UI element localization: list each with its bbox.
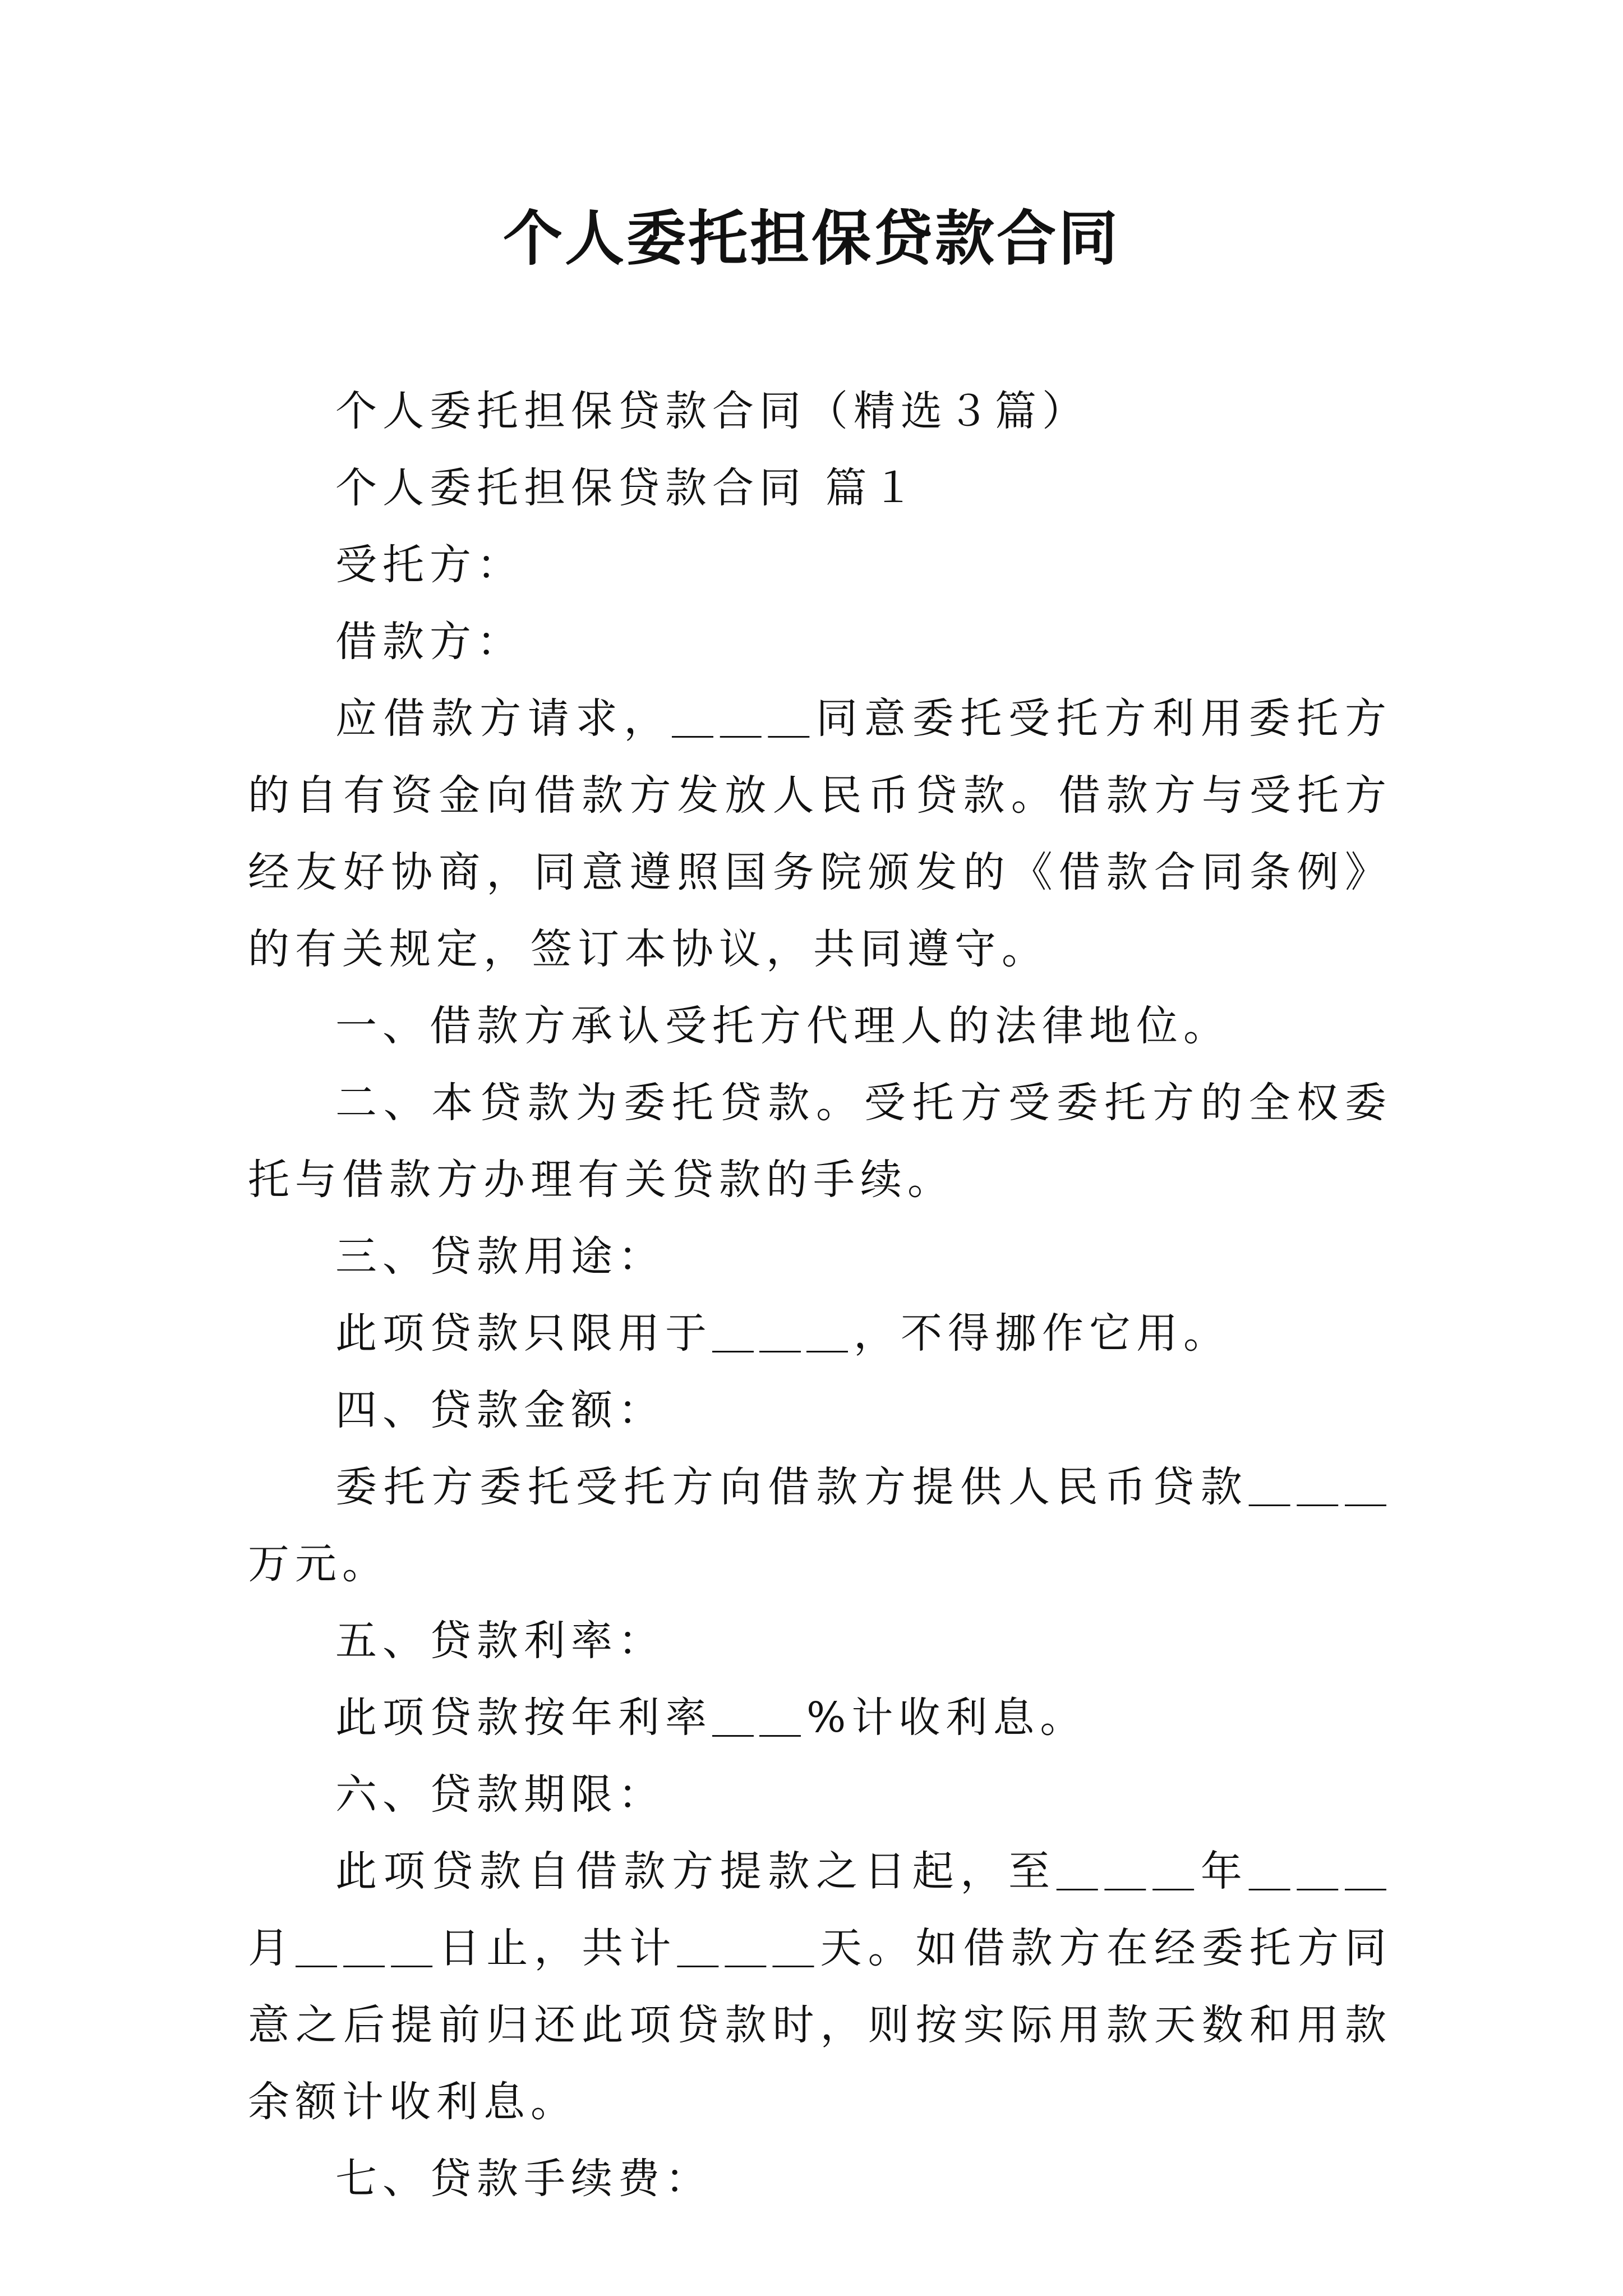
clause-1: 一、借款方承认受托方代理人的法律地位。 xyxy=(335,1002,1230,1050)
clause-3-body: 此项贷款只限用于＿＿＿，不得挪作它用。 xyxy=(335,1309,1230,1358)
clause-6-body: 此项贷款自借款方提款之日起，至＿＿＿年＿＿＿月＿＿＿日止，共计＿＿＿天。如借款方在经委托方同意之后提前归还此项贷款时，则按实际用款天数和用款余额计收利息。 xyxy=(248,1847,1392,2126)
document-body xyxy=(248,373,1392,2217)
paragraph-preamble: 应借款方请求，＿＿＿同意委托受托方利用委托方的自有资金向借款方发放人民币贷款。借款方与受托方经友好协商，同意遵照国务院颁发的《借款合同条例》的有关规定，签订本协议，共同遵守。 xyxy=(248,694,1392,973)
paragraph-subtitle: 个人委托担保贷款合同（精选３篇） xyxy=(335,387,1089,435)
clause-5-heading: 五、贷款利率： xyxy=(335,1617,665,1665)
clause-4-body: 委托方委托受托方向借款方提供人民币贷款＿＿＿万元。 xyxy=(248,1463,1392,1588)
paragraph-trustee: 受托方： xyxy=(335,541,524,589)
clause-3-heading: 三、贷款用途： xyxy=(335,1232,665,1281)
paragraph-section-heading: 个人委托担保贷款合同 篇１ xyxy=(335,464,920,512)
clause-5-body: 此项贷款按年利率＿＿%计收利息。 xyxy=(335,1694,1087,1742)
clause-7-heading: 七、贷款手续费： xyxy=(335,2155,712,2203)
clause-4-heading: 四、贷款金额： xyxy=(335,1386,665,1434)
paragraph-borrower: 借款方： xyxy=(335,618,524,666)
clause-6-heading: 六、贷款期限： xyxy=(335,1770,665,1819)
document-title: 个人委托担保贷款合同 xyxy=(503,203,1120,273)
clause-2: 二、本贷款为委托贷款。受托方受委托方的全权委托与借款方办理有关贷款的手续。 xyxy=(248,1079,1392,1204)
